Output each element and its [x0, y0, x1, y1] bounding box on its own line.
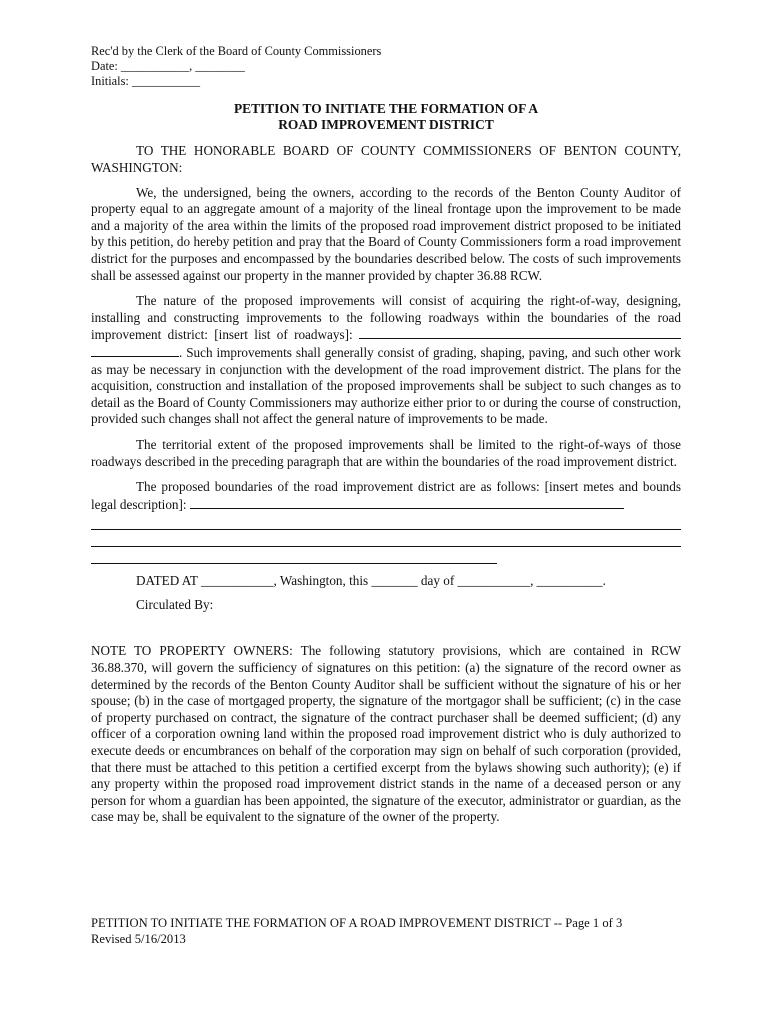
improvements-text-start: The nature of the proposed improvements will consist of acquiring the right-of-way, designing, installing and constructing improvements to the following roadways within the boundaries of the road improvement district: [insert list of roadways]:: [91, 293, 681, 343]
legal-description-line-3[interactable]: [91, 530, 681, 547]
circulated-by-label: Circulated By:: [136, 596, 214, 612]
title-line-2: ROAD IMPROVEMENT DISTRICT: [278, 117, 494, 133]
clerk-receipt-block: [91, 44, 681, 90]
footer-title-page-number: PETITION TO INITIATE THE FORMATION OF A ROAD IMPROVEMENT DISTRICT -- Page 1 of 3: [91, 916, 623, 930]
legal-description-blank[interactable]: [190, 496, 624, 509]
document-title: [91, 101, 681, 134]
petition-paragraph-boundaries: [91, 479, 681, 513]
footer-revised-date: Revised 5/16/2013: [91, 931, 186, 946]
improvements-text-end: . Such improvements shall generally consist of grading, shaping, paving, and such other work as may be necessary in conjunction with the development of the road improvement district. The plans for the acquisition, construction and installation of the proposed improvements shall be subject to such changes as to detail as the Board of County Commissioners may authorize either prior to or during the course of construction, provided such changes shall not affect the general nature of improvements to be made.: [91, 344, 681, 427]
page-footer: [91, 916, 622, 947]
legal-description-line-4[interactable]: [91, 547, 497, 564]
received-by-clerk-line: Rec'd by the Clerk of the Board of County Commissioners: [91, 44, 382, 58]
petition-paragraph-territorial-extent: The territorial extent of the proposed improvements shall be limited to the right-of-ways of those roadways described in the preceding paragraph that are within the boundaries of the road improvement district.: [91, 436, 681, 469]
received-date-line: Date: ___________, ________: [91, 59, 245, 74]
petition-paragraph-improvements: [91, 293, 681, 428]
roadways-list-blank-continued[interactable]: [91, 344, 179, 357]
legal-description-line-2[interactable]: [91, 513, 681, 530]
petition-page: [91, 44, 681, 839]
clerk-initials-line: Initials: ___________: [91, 74, 201, 89]
addressee-paragraph: TO THE HONORABLE BOARD OF COUNTY COMMISSIONERS OF BENTON COUNTY, WASHINGTON:: [91, 143, 681, 176]
title-line-1: PETITION TO INITIATE THE FORMATION OF A: [233, 100, 539, 116]
note-to-property-owners: NOTE TO PROPERTY OWNERS: The following statutory provisions, which are contained in RCW 36.88.370, will govern the sufficiency of signatures on this petition: (a) the signature of the record owner as determined by the records of the Benton County Auditor shall be sufficient without the signature of his or her spouse; (b) in the case of mortgaged property, the signature of the mortgagor shall be sufficient; (c) in the case of property purchased on contract, the signature of the contract purchaser shall be deemed sufficient; (d) any officer of a corporation owning land within the proposed road improvement district who is duly authorized to execute deeds or encumbrances on behalf of the corporation may sign on behalf of such corporation (provided, that there must be attached to this petition a certified excerpt from the bylaws showing such authority); (e) if any property within the proposed road improvement district stands in the name of a deceased person or any person for whom a guardian has been appointed, the signature of the executor, administrator or guardian, as the case may be, shall be equivalent to the signature of the owner of the property.: [91, 643, 681, 825]
roadways-list-blank[interactable]: [359, 326, 681, 339]
boundaries-text: The proposed boundaries of the road improvement district are as follows: [insert metes and bounds legal description]:: [91, 479, 681, 512]
dated-at-line: DATED AT ___________, Washington, this _______ day of ___________, __________.: [136, 573, 606, 589]
petition-paragraph-owners: We, the undersigned, being the owners, according to the records of the Benton County Auditor of property equal to an aggregate amount of a majority of the lineal frontage upon the improvement to be made and a majority of the area within the limits of the proposed road improvement district proposed to be initiated by this petition, do hereby petition and pray that the Board of County Commissioners form a road improvement district for the purposes and encompassed by the boundaries described below. The costs of such improvements shall be assessed against our property in the manner provided by chapter 36.88 RCW.: [91, 184, 681, 283]
